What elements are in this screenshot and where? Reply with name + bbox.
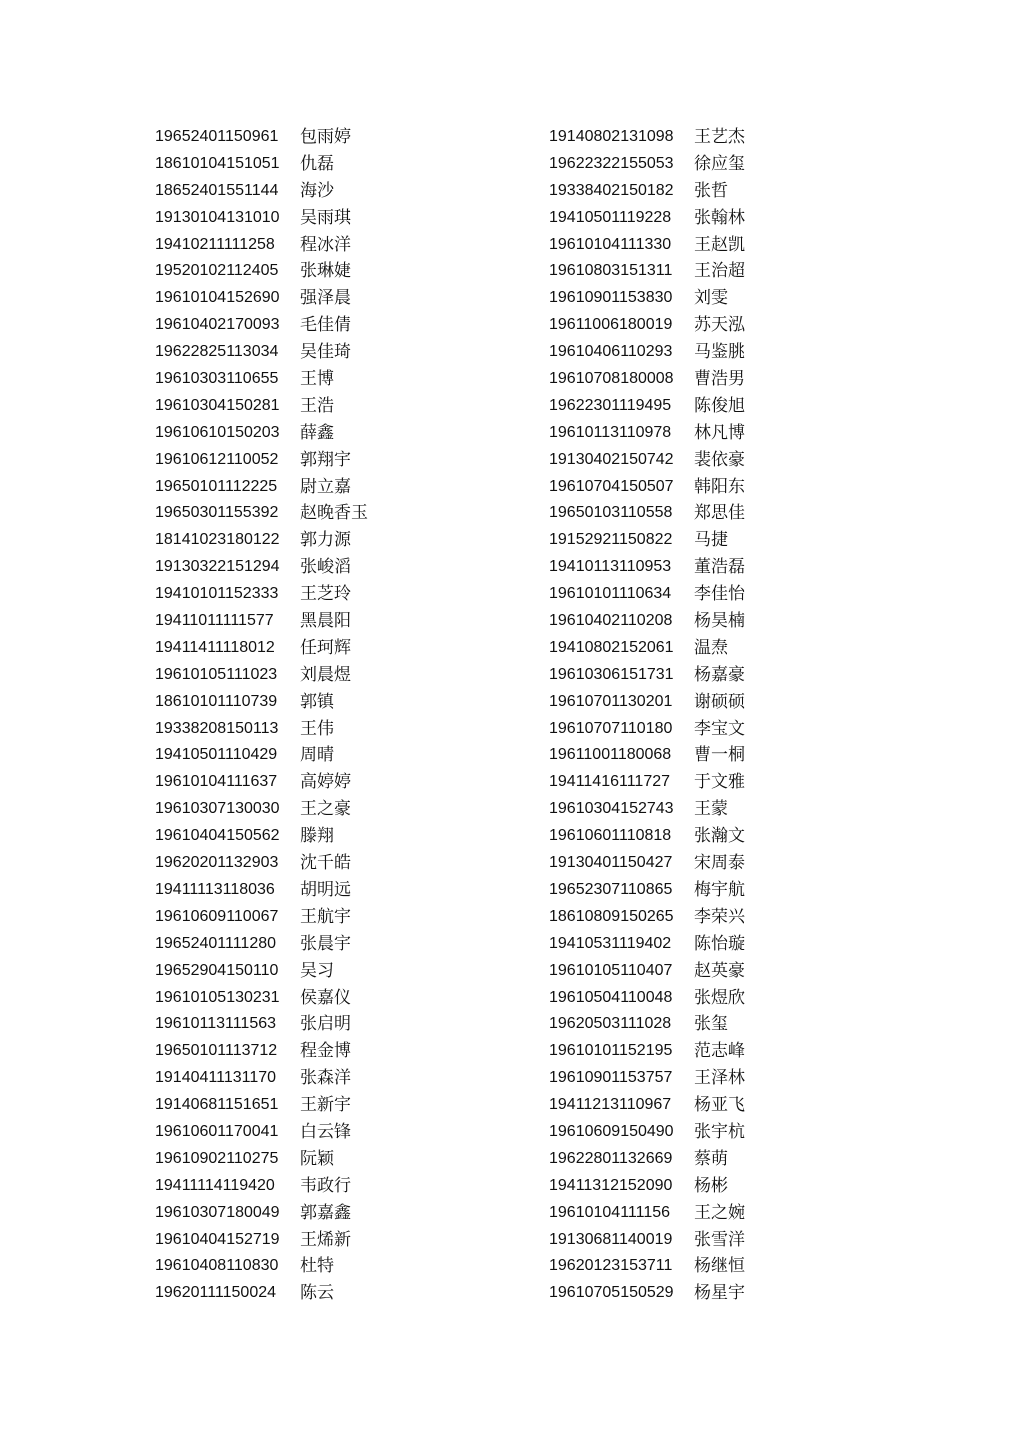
- student-id: 19410531119402: [549, 934, 672, 952]
- student-id: 19610704150507: [549, 477, 674, 495]
- roster-row: [155, 850, 515, 877]
- roster-row: [155, 205, 515, 232]
- roster-row: [155, 742, 515, 769]
- roster-row: [549, 958, 909, 985]
- student-name: 谢硕硕: [694, 691, 745, 712]
- student-name: 张琳婕: [300, 261, 351, 282]
- student-name: 张峻滔: [300, 557, 351, 578]
- student-name: 郑思佳: [694, 503, 745, 524]
- student-name: 吴佳琦: [300, 342, 351, 363]
- roster-row: [549, 312, 909, 339]
- roster-row: [155, 1173, 515, 1200]
- student-name: 陈云: [300, 1283, 334, 1304]
- student-id: 19338402150182: [549, 181, 674, 199]
- student-id: 19140802131098: [549, 128, 674, 145]
- student-id: 19650103110558: [549, 504, 673, 522]
- roster-row: [155, 285, 515, 312]
- roster-row: [549, 1173, 909, 1200]
- roster-row: [549, 1038, 909, 1065]
- roster-row: [549, 904, 909, 931]
- student-name: 强泽晨: [300, 288, 351, 309]
- roster-row: [155, 581, 515, 608]
- student-name: 张启明: [300, 1014, 351, 1035]
- student-id: 19610612110052: [155, 450, 279, 468]
- roster-row: [155, 1280, 515, 1307]
- student-name: 张玺: [694, 1014, 728, 1035]
- student-name: 梅宇航: [694, 879, 745, 900]
- student-name: 黑晨阳: [300, 611, 351, 632]
- roster-row: [549, 1119, 909, 1146]
- student-id: 19652401111280: [155, 934, 277, 952]
- roster-row: [155, 689, 515, 716]
- roster-row: [549, 151, 909, 178]
- student-id: 19622322155053: [549, 154, 674, 172]
- student-name: 王赵凯: [694, 234, 745, 255]
- student-name: 蔡萌: [694, 1148, 728, 1169]
- student-name: 陈怡璇: [694, 933, 745, 954]
- student-name: 宋周泰: [694, 853, 745, 874]
- student-name: 高婷婷: [300, 772, 351, 793]
- student-id: 18610104151051: [155, 154, 280, 172]
- student-name: 温焘: [694, 637, 728, 658]
- roster-row: [549, 393, 909, 420]
- roster-row: [155, 1200, 515, 1227]
- roster-row: [155, 931, 515, 958]
- roster-row: [549, 689, 909, 716]
- student-id: 19411411118012: [155, 638, 275, 656]
- roster-row: [155, 258, 515, 285]
- student-id: 19650301155392: [155, 504, 279, 522]
- roster-row: [155, 877, 515, 904]
- student-id: 19620111150024: [155, 1284, 277, 1302]
- roster-row: [549, 742, 909, 769]
- roster-row: [549, 581, 909, 608]
- student-name: 韦政行: [300, 1175, 351, 1196]
- student-id: 19652307110865: [549, 880, 673, 898]
- student-id: 19610408110830: [155, 1257, 279, 1275]
- student-id: 18141023180122: [155, 531, 280, 549]
- roster-row: [549, 1280, 909, 1307]
- roster-row: [155, 1253, 515, 1280]
- student-id: 19130402150742: [549, 450, 674, 468]
- roster-row: [549, 716, 909, 743]
- student-name: 赵英豪: [694, 960, 745, 981]
- student-name: 周晴: [300, 745, 334, 766]
- roster-row: [549, 258, 909, 285]
- student-name: 张宇杭: [694, 1121, 745, 1142]
- student-id: 19610104111156: [549, 1203, 671, 1221]
- student-name: 吴雨琪: [300, 207, 351, 228]
- student-id: 19410101152333: [155, 585, 279, 603]
- student-name: 张森洋: [300, 1068, 351, 1089]
- roster-row: [155, 769, 515, 796]
- student-id: 19130104131010: [155, 208, 280, 226]
- student-name: 张晨宇: [300, 933, 351, 954]
- student-name: 王航宇: [300, 906, 351, 927]
- student-id: 19610104111637: [155, 773, 278, 791]
- roster-row: [549, 1200, 909, 1227]
- student-name: 任珂辉: [300, 637, 351, 658]
- student-name: 张雪洋: [694, 1229, 745, 1250]
- roster-row: [549, 1146, 909, 1173]
- roster-row: [155, 339, 515, 366]
- student-name: 苏天泓: [694, 315, 745, 336]
- roster-row: [549, 474, 909, 501]
- student-id: 19140681151651: [155, 1096, 279, 1114]
- student-id: 18610101110739: [155, 692, 278, 710]
- student-id: 19610307130030: [155, 800, 280, 818]
- roster-row: [549, 608, 909, 635]
- student-id: 19610901153830: [549, 289, 673, 307]
- student-name: 马捷: [694, 530, 728, 551]
- roster-column-left: [155, 124, 515, 1307]
- student-id: 19620201132903: [155, 854, 279, 872]
- student-id: 19610406110293: [549, 343, 673, 361]
- roster-row: [155, 1038, 515, 1065]
- student-name: 王之婉: [694, 1202, 745, 1223]
- student-name: 裴依豪: [694, 449, 745, 470]
- roster-row: [155, 124, 515, 151]
- roster-row: [549, 1253, 909, 1280]
- student-name: 毛佳倩: [300, 315, 351, 336]
- student-id: 19610601170041: [155, 1122, 279, 1140]
- roster-row: [549, 823, 909, 850]
- student-id: 19650101112225: [155, 477, 278, 495]
- student-name: 韩阳东: [694, 476, 745, 497]
- student-id: 19411416111727: [549, 773, 671, 791]
- student-id: 19650101113712: [155, 1042, 278, 1060]
- student-name: 郭翔宇: [300, 449, 351, 470]
- student-name: 海沙: [300, 180, 334, 201]
- student-id: 19610404152719: [155, 1230, 280, 1248]
- roster-row: [549, 1092, 909, 1119]
- roster-row: [549, 124, 909, 151]
- student-id: 19410802152061: [549, 638, 674, 656]
- student-id: 19411113118036: [155, 880, 275, 898]
- student-name: 王艺杰: [694, 127, 745, 147]
- student-id: 19411213110967: [549, 1096, 672, 1114]
- student-id: 19610402170093: [155, 316, 280, 334]
- roster-row: [549, 232, 909, 259]
- roster-row: [549, 420, 909, 447]
- roster-row: [549, 178, 909, 205]
- roster-row: [549, 796, 909, 823]
- roster-row: [155, 151, 515, 178]
- roster-row: [549, 769, 909, 796]
- roster-row: [549, 1065, 909, 1092]
- student-id: 19411011111577: [155, 612, 274, 630]
- student-name: 程冰洋: [300, 234, 351, 255]
- student-id: 19410113110953: [549, 558, 672, 576]
- student-name: 杨亚飞: [694, 1095, 745, 1116]
- student-id: 19140411131170: [155, 1069, 277, 1087]
- student-id: 19338208150113: [155, 719, 279, 737]
- student-name: 郭嘉鑫: [300, 1202, 351, 1223]
- student-name: 杨星宇: [694, 1283, 745, 1304]
- student-name: 沈千皓: [300, 853, 351, 874]
- student-name: 王伟: [300, 718, 334, 739]
- roster-row: [549, 527, 909, 554]
- roster-row: [155, 1065, 515, 1092]
- student-id: 19610104152690: [155, 289, 280, 307]
- roster-row: [549, 1011, 909, 1038]
- roster-row: [549, 850, 909, 877]
- student-id: 19622301119495: [549, 396, 672, 414]
- roster-row: [549, 635, 909, 662]
- student-id: 19652904150110: [155, 961, 279, 979]
- roster-row: [155, 662, 515, 689]
- student-id: 19610306151731: [549, 665, 674, 683]
- roster-row: [155, 527, 515, 554]
- student-name: 李佳怡: [694, 584, 745, 605]
- student-id: 19152921150822: [549, 531, 673, 549]
- roster-row: [155, 312, 515, 339]
- student-id: 19610304152743: [549, 800, 674, 818]
- student-name: 白云锋: [300, 1121, 351, 1142]
- student-id: 19610901153757: [549, 1069, 673, 1087]
- roster-row: [155, 500, 515, 527]
- roster-row: [155, 716, 515, 743]
- student-name: 杨彬: [694, 1175, 728, 1196]
- student-name: 陈俊旭: [694, 395, 745, 416]
- student-name: 李荣兴: [694, 906, 745, 927]
- student-id: 19611001180068: [549, 746, 672, 764]
- student-id: 19610307180049: [155, 1203, 280, 1221]
- roster-row: [155, 1119, 515, 1146]
- student-id: 18652401551144: [155, 181, 279, 199]
- roster-row: [155, 1227, 515, 1254]
- student-id: 19610105110407: [549, 961, 673, 979]
- student-name: 马鉴朓: [694, 342, 745, 363]
- roster-row: [155, 178, 515, 205]
- student-name: 王博: [300, 369, 334, 390]
- roster-row: [155, 635, 515, 662]
- student-name: 王蒙: [694, 799, 728, 820]
- student-id: 19610701130201: [549, 692, 673, 710]
- student-name: 刘雯: [694, 288, 728, 309]
- student-name: 董浩磊: [694, 557, 745, 578]
- roster-row: [155, 985, 515, 1012]
- student-id: 19610601110818: [549, 827, 672, 845]
- roster-row: [155, 958, 515, 985]
- student-id: 19610101110634: [549, 585, 672, 603]
- student-id: 19610504110048: [549, 988, 673, 1006]
- student-name: 王泽林: [694, 1068, 745, 1089]
- student-name: 王治超: [694, 261, 745, 282]
- roster-row: [155, 366, 515, 393]
- roster-row: [549, 931, 909, 958]
- student-name: 徐应玺: [694, 153, 745, 174]
- roster-row: [155, 796, 515, 823]
- student-name: 于文雅: [694, 772, 745, 793]
- roster-row: [549, 554, 909, 581]
- student-name: 林凡博: [694, 422, 745, 443]
- student-name: 张哲: [694, 180, 728, 201]
- student-id: 19411312152090: [549, 1176, 673, 1194]
- student-name: 刘晨煜: [300, 664, 351, 685]
- roster-row: [549, 662, 909, 689]
- student-id: 19620503111028: [549, 1015, 672, 1033]
- student-id: 19410501119228: [549, 208, 672, 226]
- student-name: 王之豪: [300, 799, 351, 820]
- student-id: 19610113110978: [549, 423, 672, 441]
- student-name: 杜特: [300, 1256, 334, 1277]
- roster-row: [549, 339, 909, 366]
- roster-row: [155, 393, 515, 420]
- student-id: 19520102112405: [155, 262, 279, 280]
- student-name: 薛鑫: [300, 422, 334, 443]
- student-name: 王新宇: [300, 1095, 351, 1116]
- roster-row: [549, 205, 909, 232]
- student-name: 张瀚文: [694, 826, 745, 847]
- roster-row: [155, 232, 515, 259]
- roster-row: [155, 823, 515, 850]
- student-id: 19652401150961: [155, 128, 279, 145]
- roster-row: [549, 447, 909, 474]
- student-id: 19610609110067: [155, 907, 279, 925]
- student-id: 18610809150265: [549, 907, 674, 925]
- student-id: 19610404150562: [155, 827, 280, 845]
- student-name: 王芝玲: [300, 584, 351, 605]
- student-id: 19410211111258: [155, 235, 275, 253]
- student-name: 杨嘉豪: [694, 664, 745, 685]
- student-name: 郭镇: [300, 691, 334, 712]
- student-id: 19130681140019: [549, 1230, 673, 1248]
- roster-row: [155, 1092, 515, 1119]
- student-name: 程金博: [300, 1041, 351, 1062]
- roster-row: [549, 1227, 909, 1254]
- roster-row: [155, 608, 515, 635]
- student-name: 杨昊楠: [694, 611, 745, 632]
- roster-row: [549, 285, 909, 312]
- student-id: 19610304150281: [155, 396, 280, 414]
- student-name: 吴习: [300, 960, 334, 981]
- student-name: 阮颖: [300, 1148, 334, 1169]
- roster-row: [155, 1146, 515, 1173]
- roster-row: [155, 1011, 515, 1038]
- student-id: 19610105130231: [155, 988, 280, 1006]
- student-id: 19130401150427: [549, 854, 673, 872]
- student-name: 胡明远: [300, 879, 351, 900]
- roster-column-right: [549, 124, 909, 1307]
- student-name: 曹一桐: [694, 745, 745, 766]
- student-id: 19622801132669: [549, 1149, 673, 1167]
- student-id: 19610104111330: [549, 235, 672, 253]
- student-id: 19610902110275: [155, 1149, 279, 1167]
- student-id: 19610105111023: [155, 665, 278, 683]
- student-id: 19610101152195: [549, 1042, 673, 1060]
- student-name: 范志峰: [694, 1041, 745, 1062]
- student-id: 19610402110208: [549, 612, 673, 630]
- roster-row: [549, 500, 909, 527]
- student-name: 张煜欣: [694, 987, 745, 1008]
- student-id: 19622825113034: [155, 343, 279, 361]
- roster-row: [549, 366, 909, 393]
- student-id: 19610708180008: [549, 370, 674, 388]
- student-id: 19610610150203: [155, 423, 280, 441]
- student-id: 19610609150490: [549, 1122, 674, 1140]
- student-name: 仇磊: [300, 153, 334, 174]
- student-name: 包雨婷: [300, 127, 351, 147]
- roster-row: [155, 474, 515, 501]
- student-name: 张翰林: [694, 207, 745, 228]
- student-id: 19610803151311: [549, 262, 673, 280]
- student-id: 19611006180019: [549, 316, 673, 334]
- student-id: 19410501110429: [155, 746, 278, 764]
- student-id: 19411114119420: [155, 1176, 275, 1194]
- student-name: 杨继恒: [694, 1256, 745, 1277]
- roster-row: [549, 985, 909, 1012]
- roster-row: [155, 904, 515, 931]
- student-id: 19620123153711: [549, 1257, 673, 1275]
- student-name: 李宝文: [694, 718, 745, 739]
- student-name: 滕翔: [300, 826, 334, 847]
- student-name: 郭力源: [300, 530, 351, 551]
- student-id: 19610303110655: [155, 370, 279, 388]
- student-name: 曹浩男: [694, 369, 745, 390]
- student-id: 19610113111563: [155, 1015, 277, 1033]
- roster-row: [155, 447, 515, 474]
- student-name: 尉立嘉: [300, 476, 351, 497]
- student-name: 赵晚香玉: [300, 503, 368, 524]
- roster-row: [155, 554, 515, 581]
- student-name: 王烯新: [300, 1229, 351, 1250]
- student-id: 19610707110180: [549, 719, 673, 737]
- roster-row: [549, 877, 909, 904]
- student-name: 侯嘉仪: [300, 987, 351, 1008]
- student-id: 19610705150529: [549, 1284, 674, 1302]
- roster-row: [155, 420, 515, 447]
- student-id: 19130322151294: [155, 558, 280, 576]
- student-name: 王浩: [300, 395, 334, 416]
